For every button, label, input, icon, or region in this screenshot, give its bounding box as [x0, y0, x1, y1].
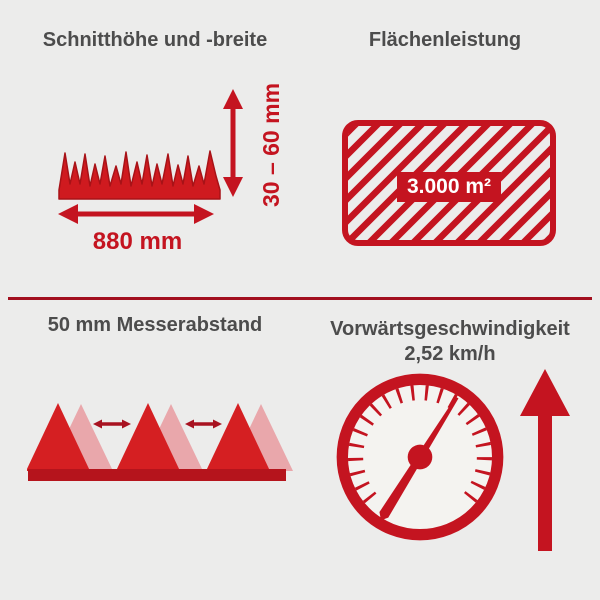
grass-icon	[58, 146, 222, 200]
hatched-area-icon	[342, 120, 556, 246]
forward-arrow-icon	[519, 368, 571, 552]
blade-triangles	[27, 403, 270, 471]
speedometer-icon	[330, 367, 510, 547]
cutting-section-title: Schnitthöhe und -breite	[42, 29, 268, 51]
speed-section-title	[310, 317, 590, 367]
area-value-badge: 3.000 m²	[397, 172, 501, 202]
speed-value-line: 2,52 km/h	[404, 343, 496, 365]
horizontal-divider	[8, 297, 592, 300]
cutting-width-label: 880 mm	[92, 228, 183, 255]
blade-spacing-section-title: 50 mm Messerabstand	[47, 314, 263, 336]
cutting-height-label: 30 – 60 mm	[258, 82, 284, 208]
width-arrow-icon	[57, 203, 215, 225]
blade-triangles-icon	[27, 400, 293, 484]
height-arrow-icon	[222, 88, 244, 198]
area-section-title: Flächenleistung	[368, 29, 522, 51]
blade-base-bar	[28, 469, 286, 481]
speedometer-hub	[408, 445, 433, 470]
speed-title-line: Vorwärtsgeschwindigkeit	[330, 318, 570, 340]
